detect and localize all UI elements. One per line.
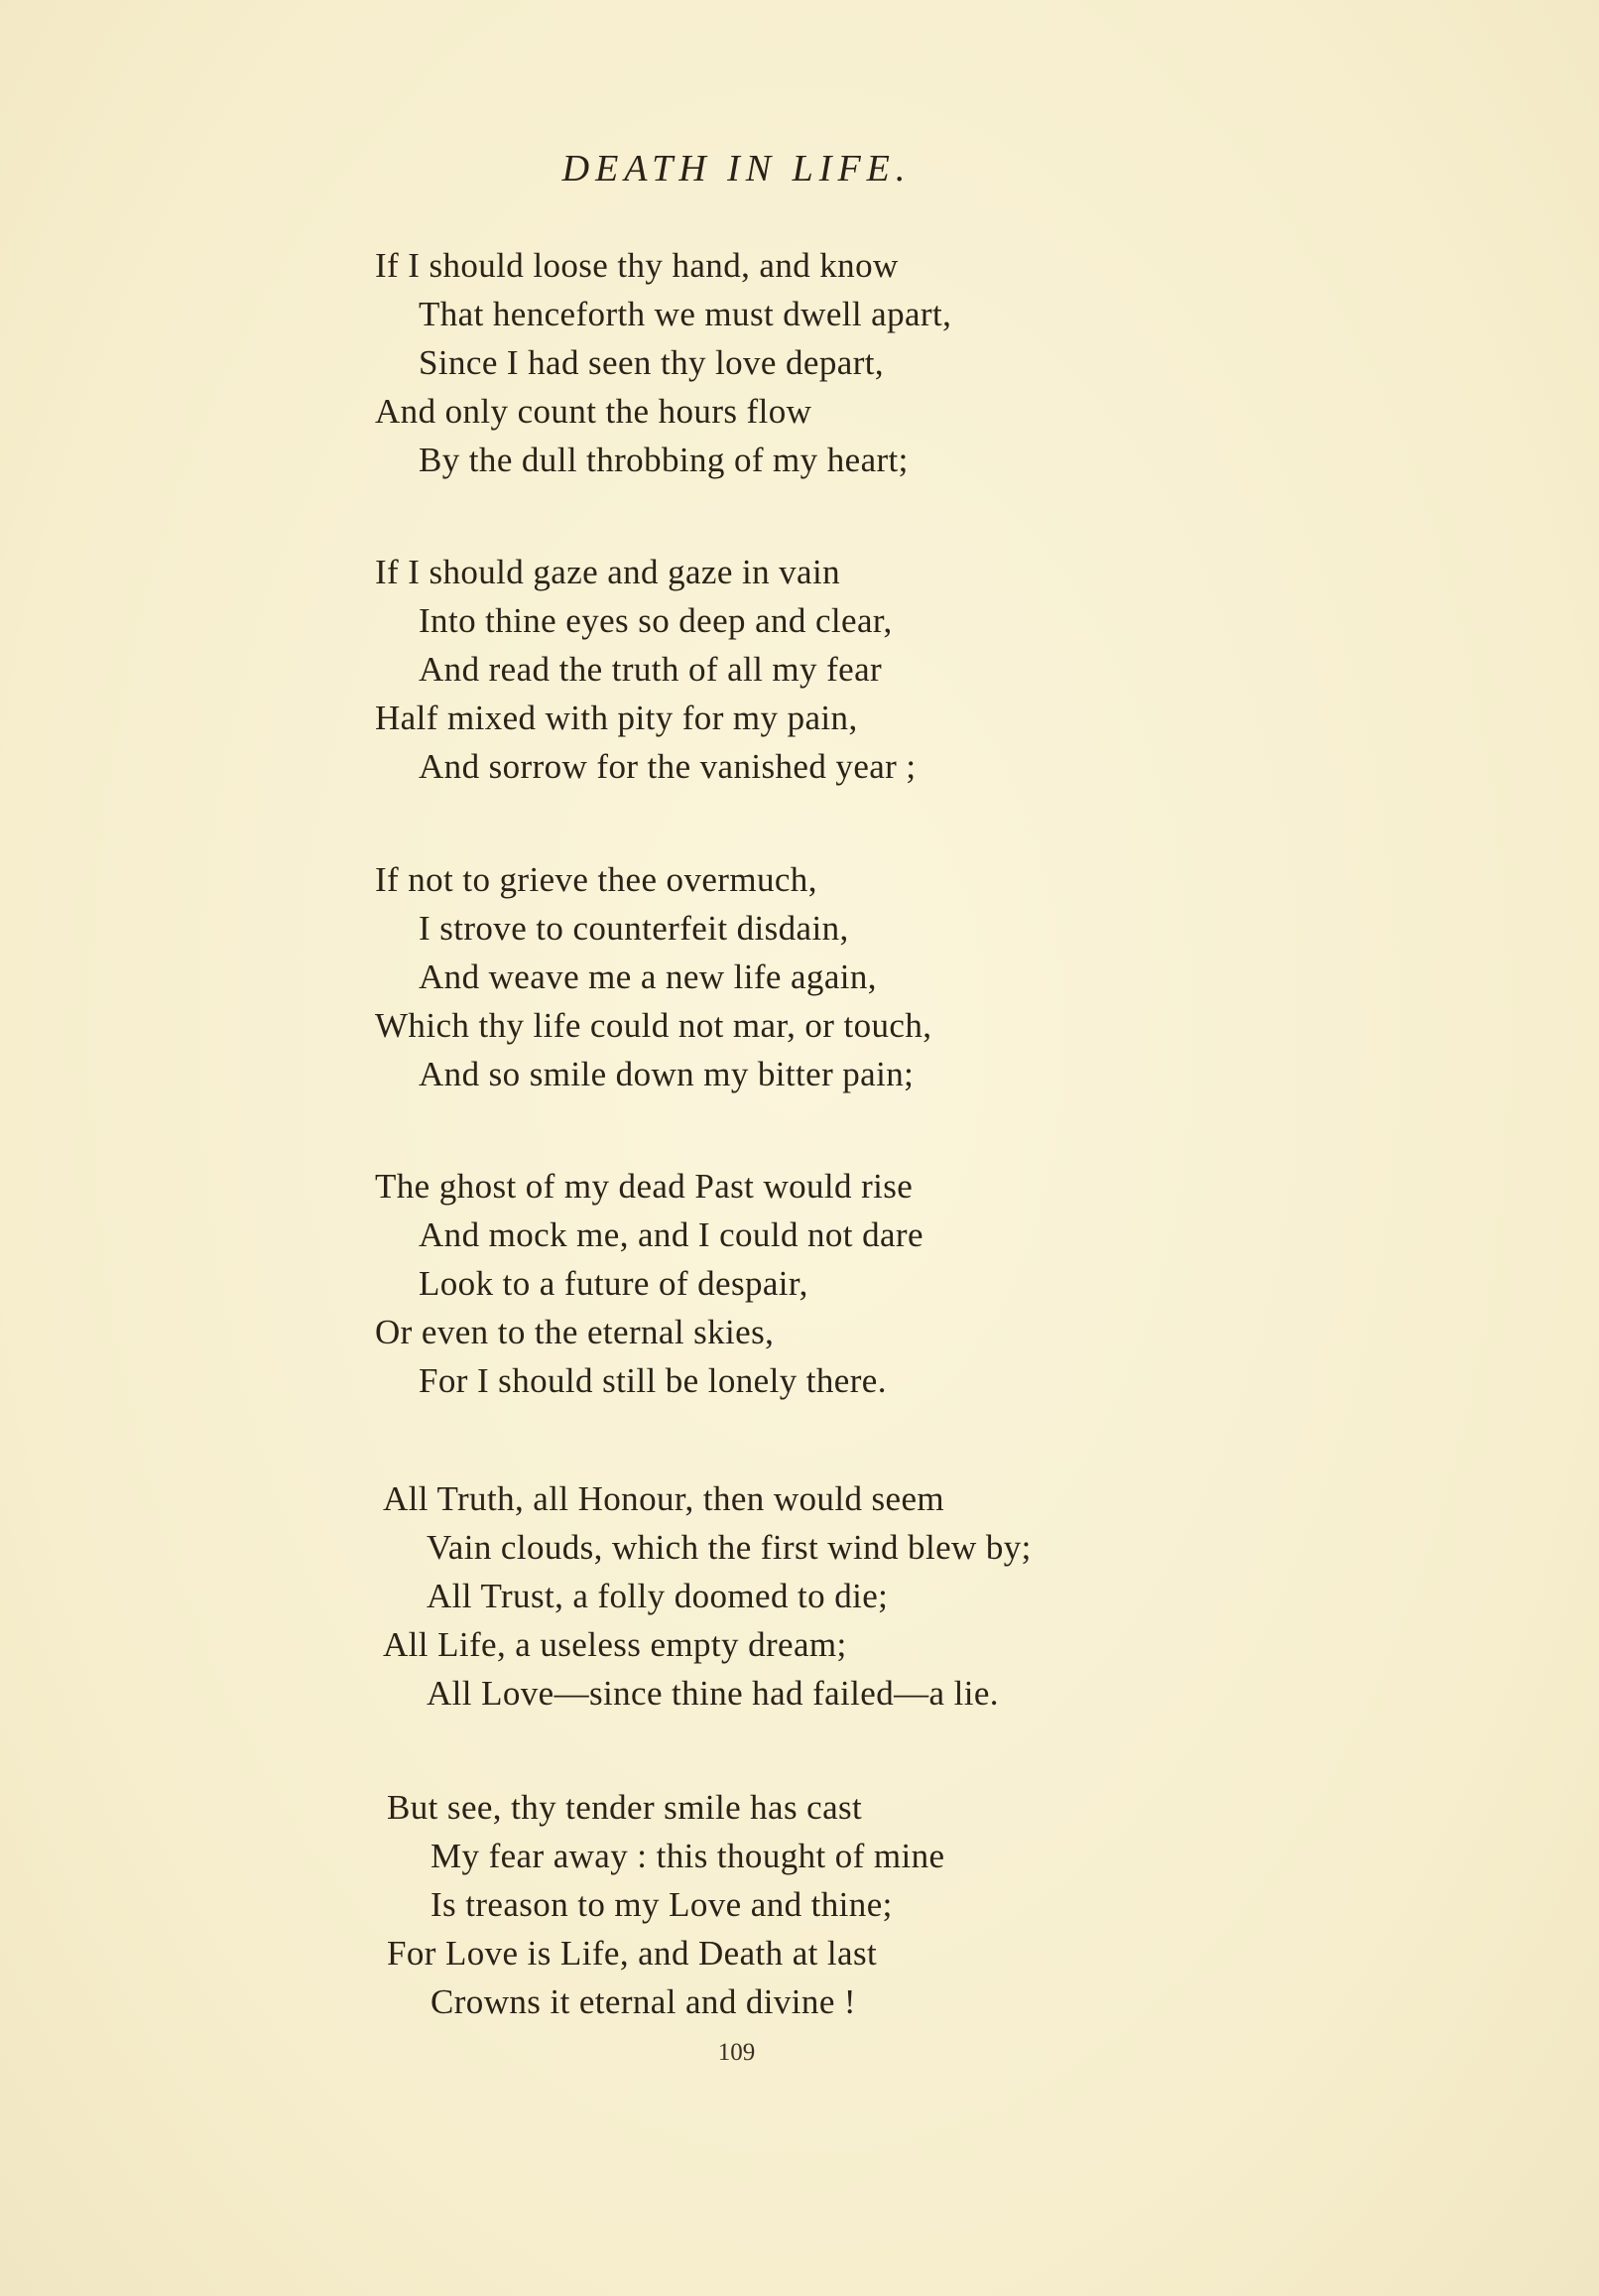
poem-line: Is treason to my Love and thine;: [430, 1885, 893, 1924]
poem-line: That henceforth we must dwell apart,: [419, 295, 952, 333]
stanza: [375, 548, 1466, 791]
stanza: [375, 855, 1466, 1098]
poem-line: Into thine eyes so deep and clear,: [419, 601, 893, 640]
poem-line: All Truth, all Honour, then would seem: [383, 1479, 945, 1518]
poem-line: Vain clouds, which the first wind blew by;: [427, 1528, 1032, 1567]
page-number: 109: [717, 2039, 756, 2066]
stanza: [375, 241, 1466, 484]
poem-line: Since I had seen thy love depart,: [419, 343, 885, 382]
poem-line: By the dull throbbing of my heart;: [419, 441, 909, 479]
poem-line: If I should loose thy hand, and know: [375, 246, 899, 285]
poem-line: I strove to counterfeit disdain,: [419, 909, 849, 948]
poem-title: DEATH IN LIFE.: [561, 148, 912, 190]
poem-line: My fear away : this thought of mine: [430, 1837, 945, 1875]
stanza: [383, 1474, 1474, 1718]
poem-line: And weave me a new life again,: [419, 957, 877, 996]
poem-line: Crowns it eternal and divine !: [430, 1982, 856, 2021]
poem-line: If I should gaze and gaze in vain: [375, 553, 840, 591]
poem-line: Or even to the eternal skies,: [375, 1313, 775, 1351]
poem-line: And only count the hours flow: [375, 392, 812, 431]
poem-line: And read the truth of all my fear: [419, 650, 883, 689]
poem-line: And so smile down my bitter pain;: [419, 1055, 915, 1093]
poem-line: If not to grieve thee overmuch,: [375, 860, 817, 899]
poem-line: For Love is Life, and Death at last: [387, 1934, 878, 1973]
poem-line: The ghost of my dead Past would rise: [375, 1167, 914, 1206]
poem-line: Which thy life could not mar, or touch,: [375, 1006, 932, 1045]
poem-line: For I should still be lonely there.: [419, 1361, 887, 1400]
stanza: [387, 1783, 1478, 2026]
poem-line: All Trust, a folly doomed to die;: [427, 1577, 889, 1615]
poem-line: All Life, a useless empty dream;: [383, 1625, 847, 1664]
poem-line: Half mixed with pity for my pain,: [375, 699, 858, 737]
poem-line: And mock me, and I could not dare: [419, 1215, 923, 1254]
poem-line: But see, thy tender smile has cast: [387, 1788, 863, 1827]
poem-line: All Love—since thine had failed—a lie.: [427, 1674, 999, 1713]
stanza: [375, 1162, 1466, 1405]
poem-line: And sorrow for the vanished year ;: [419, 747, 917, 786]
poem-line: Look to a future of despair,: [419, 1264, 808, 1303]
